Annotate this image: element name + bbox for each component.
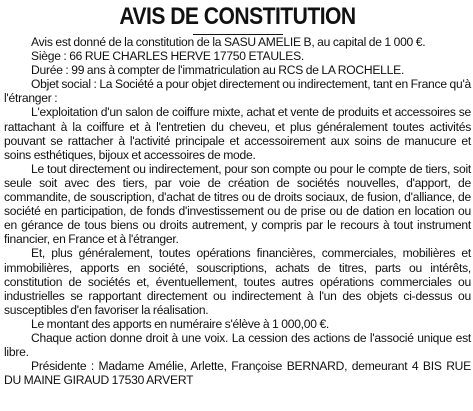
legal-notice — [4, 2, 471, 387]
paragraph-activite: L'exploitation d'un salon de coiffure mixte, achat et vente de produits et accessoires se rattachant à la coiffure et à l'entretien du cheveu, et plus généralement toutes activités pouvant se rattacher à l'activité principale et accessoirement aux soins de manucure et soins esthétiques, bijoux et accessoires de mode. — [4, 105, 471, 162]
paragraph-objet-social: Objet social : La Société a pour objet directement ou indirectement, tant en France qu'à l'étranger : — [4, 77, 471, 106]
paragraph-actions: Chaque action donne droit à une voix. La cession des actions de l'associé unique est libre. — [4, 330, 471, 360]
paragraph-constitution: Avis est donné de la constitution de la SASU AMELIE B, au capital de 1 000 €. — [31, 35, 426, 49]
notice-title: AVIS DE CONSTITUTION — [119, 3, 356, 30]
paragraph-presidente: Présidente : Madame Amélie, Arlette, Françoise BERNARD, demeurant 4 BIS RUE DU MAINE GIRAUD 17530 ARVERT — [4, 359, 471, 388]
paragraph-duree: Durée : 99 ans à compter de l'immatriculation au RCS de LA ROCHELLE. — [31, 63, 405, 78]
paragraph-operations: Et, plus généralement, toutes opérations financières, commerciales, mobilières et immobilières, apports en société, souscriptions, achats de titres, parts ou intérêts, constitution de sociétés et, éventuellement, toutes autres opérations commerciales ou industrielles se rapportant directement ou indirectement à l'un des objets ci-dessus ou susceptibles d'en favoriser la réalisation. — [4, 246, 471, 317]
paragraph-siege: Siège : 66 RUE CHARLES HERVE 17750 ETAULES. — [31, 49, 305, 64]
notice-body — [4, 35, 471, 387]
paragraph-apports: Le montant des apports en numéraire s'élève à 1 000,00 €. — [31, 316, 330, 331]
paragraph-moyens: Le tout directement ou indirectement, pour son compte ou pour le compte de tiers, soit seule soit avec des tiers, par voie de création de sociétés nouvelles, d'apport, de commandite, de souscription, d'achat de titres ou de droits sociaux, de fusion, d'alliance, de société en participation, de fonds d'investissement ou de prise ou de dation en location ou en gérance de tous biens ou droits autrement, y compris par le recours à tout instrument financier, en France et à l'étranger. — [4, 161, 471, 247]
